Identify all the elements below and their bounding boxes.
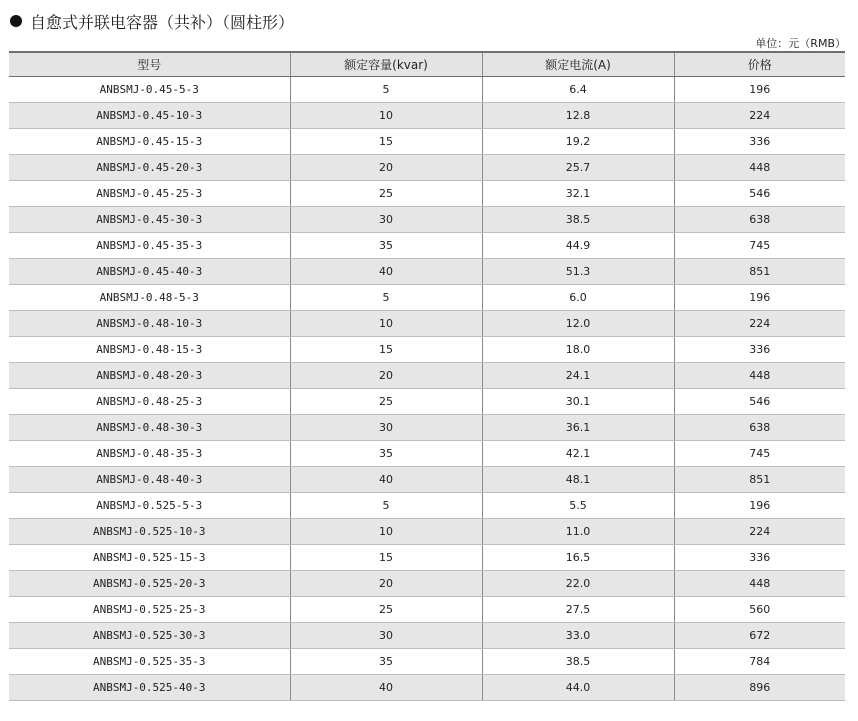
cell-current: 16.5	[482, 545, 674, 571]
table-row	[9, 363, 845, 389]
cell-model: ANBSMJ-0.48-35-3	[9, 441, 290, 467]
cell-model: ANBSMJ-0.48-5-3	[9, 285, 290, 311]
cell-capacity: 25	[290, 389, 482, 415]
cell-price: 851	[674, 467, 845, 493]
cell-price: 448	[674, 571, 845, 597]
bullet-icon	[10, 15, 22, 27]
cell-model: ANBSMJ-0.45-25-3	[9, 181, 290, 207]
cell-capacity: 20	[290, 363, 482, 389]
cell-current: 38.5	[482, 207, 674, 233]
table-row	[9, 571, 845, 597]
header-price: 价格	[674, 52, 845, 77]
cell-model: ANBSMJ-0.45-40-3	[9, 259, 290, 285]
table-row	[9, 675, 845, 701]
cell-model: ANBSMJ-0.45-20-3	[9, 155, 290, 181]
cell-current: 6.4	[482, 77, 674, 103]
cell-capacity: 30	[290, 623, 482, 649]
cell-capacity: 20	[290, 571, 482, 597]
cell-current: 6.0	[482, 285, 674, 311]
table-row	[9, 259, 845, 285]
cell-price: 546	[674, 389, 845, 415]
cell-current: 48.1	[482, 467, 674, 493]
cell-current: 42.1	[482, 441, 674, 467]
table-row	[9, 77, 845, 103]
cell-model: ANBSMJ-0.525-5-3	[9, 493, 290, 519]
table-row	[9, 649, 845, 675]
cell-model: ANBSMJ-0.525-30-3	[9, 623, 290, 649]
cell-price: 745	[674, 441, 845, 467]
table-row	[9, 493, 845, 519]
cell-capacity: 40	[290, 467, 482, 493]
cell-model: ANBSMJ-0.48-25-3	[9, 389, 290, 415]
cell-capacity: 25	[290, 597, 482, 623]
table-row	[9, 337, 845, 363]
cell-price: 672	[674, 623, 845, 649]
table-row	[9, 233, 845, 259]
cell-capacity: 5	[290, 285, 482, 311]
cell-model: ANBSMJ-0.48-40-3	[9, 467, 290, 493]
cell-model: ANBSMJ-0.45-15-3	[9, 129, 290, 155]
cell-capacity: 25	[290, 181, 482, 207]
cell-model: ANBSMJ-0.525-25-3	[9, 597, 290, 623]
cell-current: 25.7	[482, 155, 674, 181]
cell-current: 27.5	[482, 597, 674, 623]
cell-capacity: 40	[290, 675, 482, 701]
cell-current: 44.0	[482, 675, 674, 701]
cell-capacity: 40	[290, 259, 482, 285]
price-table	[9, 51, 845, 701]
cell-capacity: 35	[290, 649, 482, 675]
cell-price: 336	[674, 337, 845, 363]
cell-price: 224	[674, 519, 845, 545]
cell-capacity: 30	[290, 207, 482, 233]
cell-price: 196	[674, 493, 845, 519]
cell-current: 5.5	[482, 493, 674, 519]
cell-current: 11.0	[482, 519, 674, 545]
cell-model: ANBSMJ-0.45-5-3	[9, 77, 290, 103]
table-row	[9, 441, 845, 467]
header-capacity: 额定容量(kvar)	[290, 52, 482, 77]
cell-model: ANBSMJ-0.45-35-3	[9, 233, 290, 259]
table-row	[9, 467, 845, 493]
table-row	[9, 103, 845, 129]
cell-capacity: 30	[290, 415, 482, 441]
cell-model: ANBSMJ-0.48-15-3	[9, 337, 290, 363]
cell-current: 44.9	[482, 233, 674, 259]
table-row	[9, 545, 845, 571]
cell-capacity: 35	[290, 233, 482, 259]
cell-capacity: 35	[290, 441, 482, 467]
table-row	[9, 155, 845, 181]
cell-price: 896	[674, 675, 845, 701]
cell-price: 196	[674, 77, 845, 103]
cell-price: 851	[674, 259, 845, 285]
cell-model: ANBSMJ-0.525-40-3	[9, 675, 290, 701]
table-row	[9, 623, 845, 649]
cell-price: 224	[674, 103, 845, 129]
table-body	[9, 77, 845, 701]
cell-current: 32.1	[482, 181, 674, 207]
cell-model: ANBSMJ-0.48-30-3	[9, 415, 290, 441]
header-model: 型号	[9, 52, 290, 77]
cell-current: 12.0	[482, 311, 674, 337]
table-row	[9, 597, 845, 623]
cell-capacity: 10	[290, 103, 482, 129]
table-header-row	[9, 52, 845, 77]
cell-capacity: 10	[290, 519, 482, 545]
cell-model: ANBSMJ-0.45-10-3	[9, 103, 290, 129]
table-row	[9, 129, 845, 155]
cell-price: 224	[674, 311, 845, 337]
title-text: 自愈式并联电容器（共补）（圆柱形）	[30, 12, 295, 32]
cell-current: 12.8	[482, 103, 674, 129]
table-row	[9, 285, 845, 311]
cell-current: 30.1	[482, 389, 674, 415]
cell-capacity: 15	[290, 545, 482, 571]
cell-price: 196	[674, 285, 845, 311]
unit-note: 单位：元（RMB）	[755, 37, 846, 50]
cell-current: 36.1	[482, 415, 674, 441]
cell-price: 745	[674, 233, 845, 259]
cell-model: ANBSMJ-0.45-30-3	[9, 207, 290, 233]
table-row	[9, 519, 845, 545]
cell-model: ANBSMJ-0.525-10-3	[9, 519, 290, 545]
cell-current: 22.0	[482, 571, 674, 597]
cell-price: 638	[674, 207, 845, 233]
cell-capacity: 15	[290, 129, 482, 155]
table-row	[9, 389, 845, 415]
cell-current: 19.2	[482, 129, 674, 155]
cell-model: ANBSMJ-0.48-10-3	[9, 311, 290, 337]
cell-price: 336	[674, 129, 845, 155]
cell-price: 546	[674, 181, 845, 207]
cell-model: ANBSMJ-0.525-20-3	[9, 571, 290, 597]
cell-price: 638	[674, 415, 845, 441]
cell-price: 336	[674, 545, 845, 571]
cell-capacity: 15	[290, 337, 482, 363]
table-row	[9, 311, 845, 337]
table-row	[9, 207, 845, 233]
cell-current: 33.0	[482, 623, 674, 649]
cell-price: 784	[674, 649, 845, 675]
cell-model: ANBSMJ-0.525-35-3	[9, 649, 290, 675]
section-title	[10, 9, 294, 33]
cell-capacity: 20	[290, 155, 482, 181]
cell-price: 448	[674, 363, 845, 389]
cell-price: 560	[674, 597, 845, 623]
cell-current: 38.5	[482, 649, 674, 675]
table-row	[9, 181, 845, 207]
cell-capacity: 5	[290, 493, 482, 519]
table-row	[9, 415, 845, 441]
cell-price: 448	[674, 155, 845, 181]
cell-current: 51.3	[482, 259, 674, 285]
header-current: 额定电流(A)	[482, 52, 674, 77]
cell-current: 18.0	[482, 337, 674, 363]
cell-model: ANBSMJ-0.525-15-3	[9, 545, 290, 571]
cell-capacity: 5	[290, 77, 482, 103]
cell-current: 24.1	[482, 363, 674, 389]
cell-model: ANBSMJ-0.48-20-3	[9, 363, 290, 389]
cell-capacity: 10	[290, 311, 482, 337]
